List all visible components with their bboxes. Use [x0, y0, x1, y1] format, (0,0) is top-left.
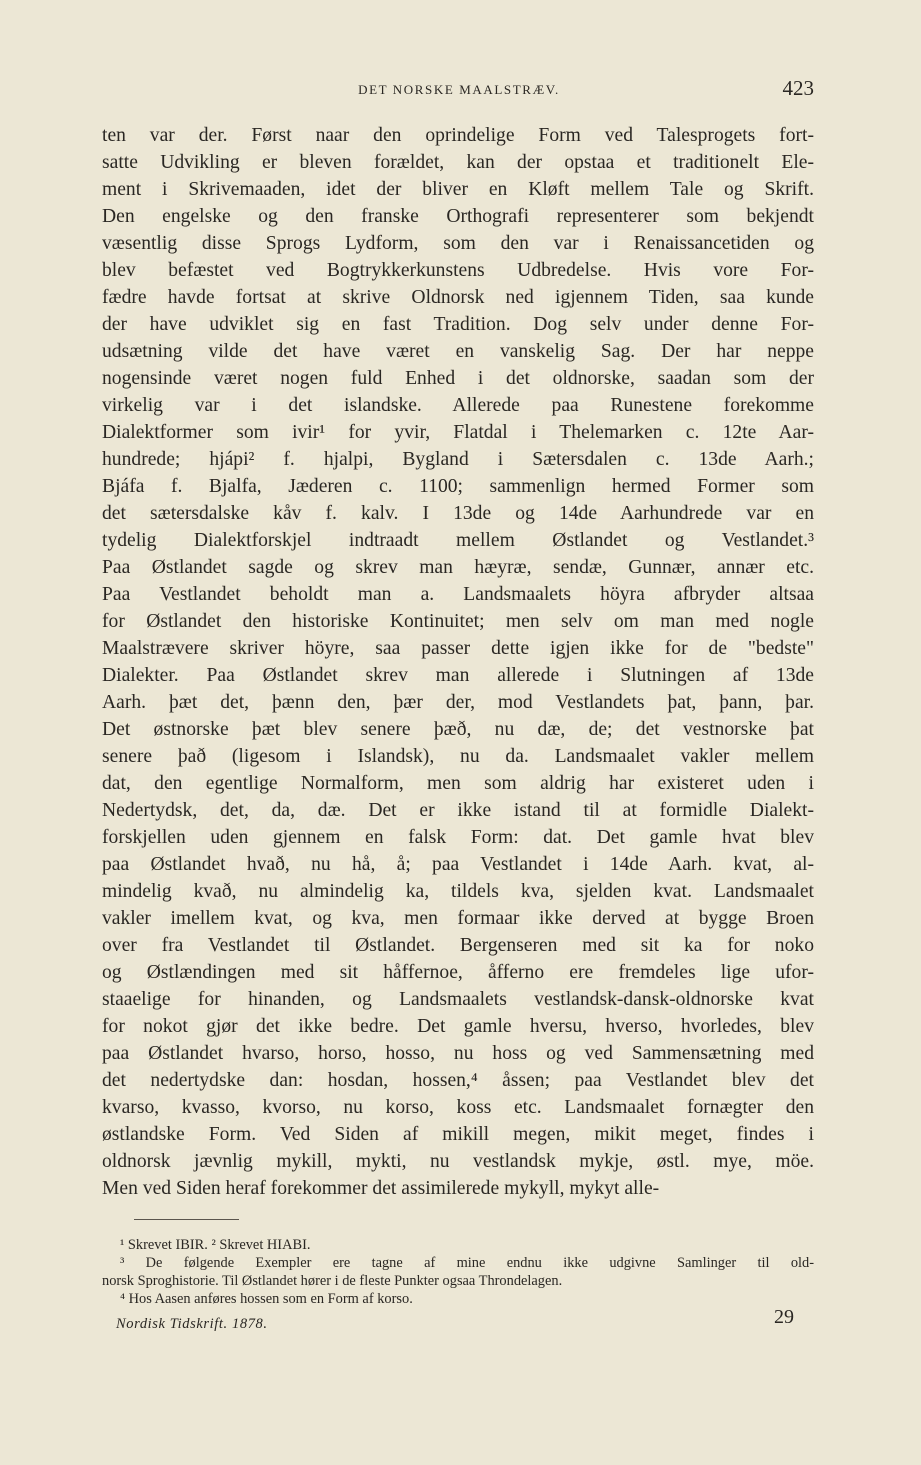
text-line: hundrede; hjápi² f. hjalpi, Bygland i Sætersdalen c. 13de Aarh.; — [102, 449, 814, 470]
text-line: Paa Vestlandet beholdt man a. Landsmaalets höyra afbryder altsaa — [102, 584, 814, 605]
text-line: for Østlandet den historiske Kontinuitet; men selv om man med nogle — [102, 611, 814, 632]
page-footer — [116, 1306, 816, 1336]
text-line: væsentlig disse Sprogs Lydform, som den var i Renaissancetiden og — [102, 233, 814, 254]
text-line: staaelige for hinanden, og Landsmaalets vestlandsk-dansk-oldnorske kvat — [102, 989, 814, 1010]
text-line: vakler imellem kvat, og kva, men formaar ikke derved at bygge Broen — [102, 908, 814, 929]
text-line: blev befæstet ved Bogtrykkerkunstens Udbredelse. Hvis vore For- — [102, 260, 814, 281]
text-line: virkelig var i det islandske. Allerede paa Runestene forekomme — [102, 395, 814, 416]
footnote-line: ⁴ Hos Aasen anføres hossen som en Form af korso. — [120, 1291, 413, 1307]
text-line: og Østlændingen med sit håffernoe, åfferno ere fremdeles lige ufor- — [102, 962, 814, 983]
text-line: Dialekter. Paa Østlandet skrev man allerede i Slutningen af 13de — [102, 665, 814, 686]
text-line: Den engelske og den franske Orthografi representerer som bekjendt — [102, 206, 814, 227]
text-line: forskjellen uden gjennem en falsk Form: dat. Det gamle hvat blev — [102, 827, 814, 848]
footnotes — [102, 1236, 814, 1308]
text-line: mindelig kvað, nu almindelig ka, tildels kva, sjelden kvat. Landsmaalet — [102, 881, 814, 902]
text-line: Paa Østlandet sagde og skrev man hæyræ, sendæ, Gunnær, annær etc. — [102, 557, 814, 578]
text-line: Aarh. þæt det, þænn den, þær der, mod Vestlandets þat, þann, þar. — [102, 692, 814, 713]
text-line: fædre havde fortsat at skrive Oldnorsk ned igjennem Tiden, saa kunde — [102, 287, 814, 308]
running-title: DET NORSKE MAALSTRÆV. — [358, 82, 560, 97]
footnote-rule — [134, 1219, 239, 1220]
text-line: udsætning vilde det have været en vanskelig Sag. Der har neppe — [102, 341, 814, 362]
page-number: 423 — [782, 76, 814, 100]
signature-mark: 29 — [774, 1306, 794, 1328]
text-line: ten var der. Først naar den oprindelige Form ved Talesprogets fort- — [102, 125, 814, 146]
footnote-line: norsk Sproghistorie. Til Østlandet hører i de fleste Punkter ogsaa Throndelagen. — [102, 1273, 563, 1289]
text-line: Nedertydsk, det, da, dæ. Det er ikke istand til at formidle Dialekt- — [102, 800, 814, 821]
text-line: nogensinde været nogen fuld Enhed i det oldnorske, saadan som der — [102, 368, 814, 389]
text-line: der have udviklet sig en fast Tradition. Dog selv under denne For- — [102, 314, 814, 335]
text-line: paa Østlandet hvarso, horso, hosso, nu hoss og ved Sammensætning med — [102, 1043, 814, 1064]
running-head — [104, 76, 814, 106]
journal-title: Nordisk Tidskrift. 1878. — [116, 1316, 268, 1332]
text-line: oldnorsk jævnlig mykill, mykti, nu vestlandsk mykje, østl. mye, möe. — [102, 1151, 814, 1172]
text-line: satte Udvikling er bleven forældet, kan der opstaa et traditionelt Ele- — [102, 152, 814, 173]
text-line: tydelig Dialektforskjel indtraadt mellem Østlandet og Vestlandet.³ — [102, 530, 814, 551]
body-text — [102, 122, 814, 1202]
text-line: for nokot gjør det ikke bedre. Det gamle hversu, hverso, hvorledes, blev — [102, 1016, 814, 1037]
text-line: ment i Skrivemaaden, idet der bliver en Kløft mellem Tale og Skrift. — [102, 179, 814, 200]
text-line: Bjáfa f. Bjalfa, Jæderen c. 1100; sammenlign hermed Former som — [102, 476, 814, 497]
text-line: det sætersdalske kåv f. kalv. I 13de og 14de Aarhundrede var en — [102, 503, 814, 524]
footnote-line: ¹ Skrevet IBIR. ² Skrevet HIABI. — [120, 1237, 311, 1253]
text-line: senere það (ligesom i Islandsk), nu da. Landsmaalet vakler mellem — [102, 746, 814, 767]
text-line: paa Østlandet hvað, nu hå, å; paa Vestlandet i 14de Aarh. kvat, al- — [102, 854, 814, 875]
text-line: over fra Vestlandet til Østlandet. Bergenseren med sit ka for noko — [102, 935, 814, 956]
text-line: Dialektformer som ivir¹ for yvir, Flatdal i Thelemarken c. 12te Aar- — [102, 422, 814, 443]
text-line: det nedertydske dan: hosdan, hossen,⁴ åssen; paa Vestlandet blev det — [102, 1070, 814, 1091]
footnote-line: ³ De følgende Exempler ere tagne af mine endnu ikke udgivne Samlinger til old- — [120, 1255, 814, 1271]
text-line: Men ved Siden heraf forekommer det assimilerede mykyll, mykyt alle- — [102, 1178, 660, 1199]
text-line: østlandske Form. Ved Siden af mikill megen, mikit meget, findes i — [102, 1124, 814, 1145]
text-line: Det østnorske þæt blev senere þæð, nu dæ, de; det vestnorske þat — [102, 719, 814, 740]
text-line: kvarso, kvasso, kvorso, nu korso, koss etc. Landsmaalet fornægter den — [102, 1097, 814, 1118]
text-line: Maalstrævere skriver höyre, saa passer dette igjen ikke for de "bedste" — [102, 638, 814, 659]
text-line: dat, den egentlige Normalform, men som aldrig har existeret uden i — [102, 773, 814, 794]
